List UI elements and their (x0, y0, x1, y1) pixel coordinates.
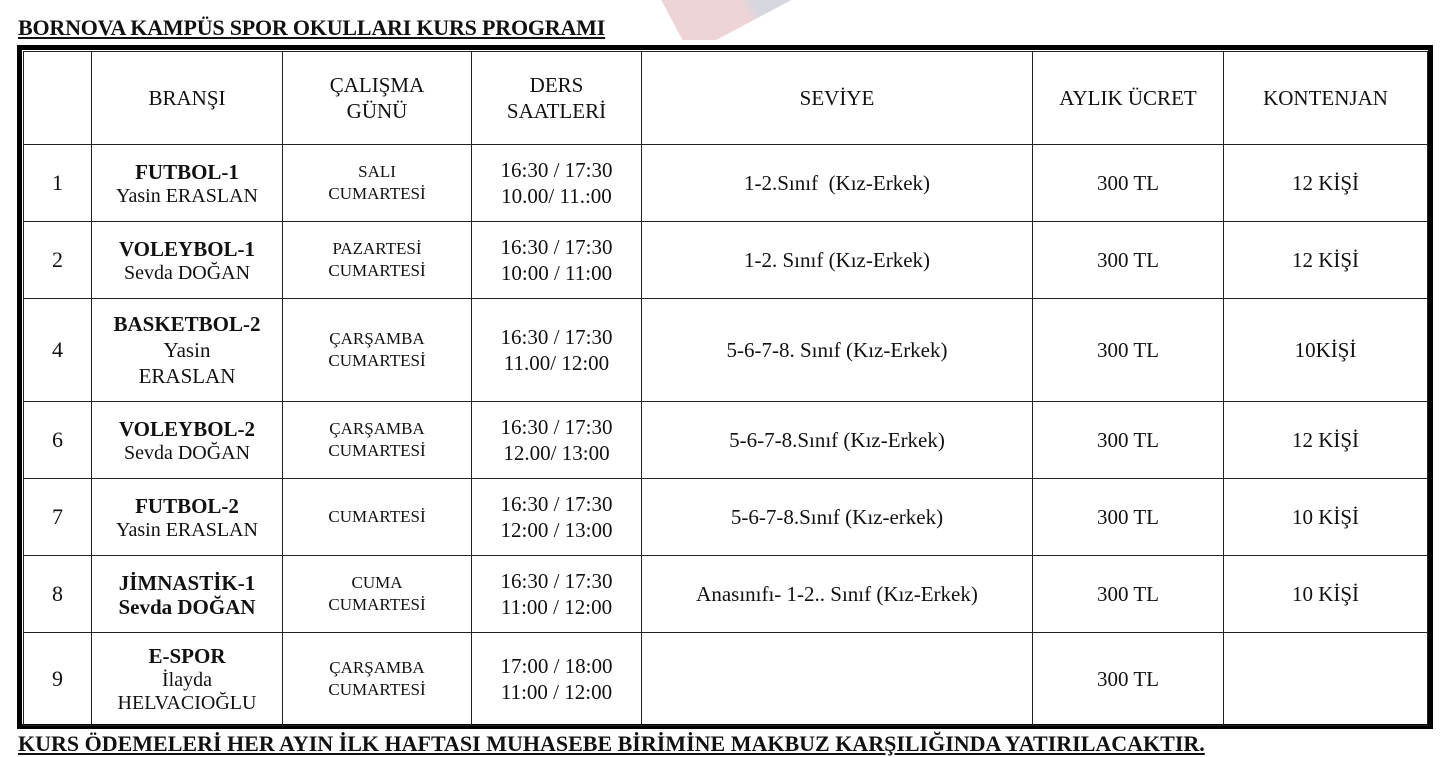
fee-cell: 300 TL (1033, 145, 1224, 222)
days-cell (283, 633, 472, 726)
day-1: PAZARTESİ (332, 239, 422, 258)
hour-1: 16:30 / 17:30 (500, 235, 613, 259)
header-hours (472, 52, 642, 145)
hours-cell (472, 556, 642, 633)
hour-2: 12.00/ 13:00 (503, 441, 610, 465)
branch-cell (92, 299, 283, 402)
coach-name-line1: Yasin (163, 338, 211, 362)
fee-cell: 300 TL (1033, 222, 1224, 299)
header-branch: BRANŞI (92, 52, 283, 145)
payment-note: KURS ÖDEMELERİ HER AYIN İLK HAFTASI MUHASEBE BİRİMİNE MAKBUZ KARŞILIĞINDA YATIRILACAKTIR. (18, 731, 1205, 756)
level-cell (642, 633, 1033, 726)
hours-cell (472, 479, 642, 556)
days-cell (283, 299, 472, 402)
branch-name: JİMNASTİK-1 (118, 570, 256, 595)
coach-name-line2: HELVACIOĞLU (117, 692, 257, 714)
level-cell: 5-6-7-8.Sınıf (Kız-Erkek) (642, 402, 1033, 479)
days-cell (283, 479, 472, 556)
table-row (24, 479, 1428, 556)
coach-name: Yasin ERASLAN (116, 184, 258, 207)
day-1: SALI (358, 162, 396, 181)
level-cell: Anasınıfı- 1-2.. Sınıf (Kız-Erkek) (642, 556, 1033, 633)
level-cell: 1-2.Sınıf (Kız-Erkek) (642, 145, 1033, 222)
quota-cell: 12 KİŞİ (1224, 402, 1428, 479)
days-cell (283, 402, 472, 479)
hours-cell (472, 222, 642, 299)
day-2: CUMARTESİ (328, 441, 426, 460)
header-quota: KONTENJAN (1224, 52, 1428, 145)
day-2: CUMARTESİ (328, 261, 426, 280)
day-1: CUMARTESİ (328, 507, 426, 526)
days-cell (283, 145, 472, 222)
row-number: 4 (24, 299, 92, 402)
branch-cell (92, 556, 283, 633)
row-number: 7 (24, 479, 92, 556)
branch-cell (92, 402, 283, 479)
hour-2: 12:00 / 13:00 (500, 518, 613, 542)
row-number: 9 (24, 633, 92, 726)
header-days-line2: GÜNÜ (346, 99, 408, 123)
days-cell (283, 222, 472, 299)
hour-1: 16:30 / 17:30 (500, 492, 613, 516)
hours-cell (472, 402, 642, 479)
course-table (23, 51, 1428, 726)
header-no (24, 52, 92, 145)
coach-name: Sevda DOĞAN (118, 594, 256, 619)
level-cell: 1-2. Sınıf (Kız-Erkek) (642, 222, 1033, 299)
branch-cell (92, 222, 283, 299)
header-days (283, 52, 472, 145)
row-number: 8 (24, 556, 92, 633)
row-number: 6 (24, 402, 92, 479)
hours-cell (472, 145, 642, 222)
branch-name: VOLEYBOL-1 (118, 236, 256, 261)
logo-watermark (640, 0, 840, 40)
header-level: SEVİYE (642, 52, 1033, 145)
quota-cell: 12 KİŞİ (1224, 145, 1428, 222)
quota-cell: 10 KİŞİ (1224, 479, 1428, 556)
branch-name: VOLEYBOL-2 (118, 416, 256, 441)
table-row (24, 633, 1428, 726)
quota-cell: 12 KİŞİ (1224, 222, 1428, 299)
branch-cell (92, 633, 283, 726)
row-number: 2 (24, 222, 92, 299)
header-days-line1: ÇALIŞMA (329, 73, 425, 97)
branch-name: FUTBOL-1 (135, 159, 239, 184)
level-cell: 5-6-7-8. Sınıf (Kız-Erkek) (642, 299, 1033, 402)
quota-cell: 10KİŞİ (1224, 299, 1428, 402)
hours-cell (472, 299, 642, 402)
hour-2: 11:00 / 12:00 (500, 595, 613, 619)
coach-name: Yasin ERASLAN (116, 518, 258, 541)
day-1: CUMA (351, 573, 403, 592)
hours-cell (472, 633, 642, 726)
day-1: ÇARŞAMBA (329, 658, 425, 677)
branch-name: E-SPOR (148, 644, 226, 668)
coach-name: Sevda DOĞAN (123, 441, 251, 464)
branch-name: BASKETBOL-2 (113, 312, 261, 336)
quota-cell (1224, 633, 1428, 726)
hour-2: 10.00/ 11.:00 (501, 184, 612, 208)
day-2: CUMARTESİ (328, 184, 426, 203)
table-row (24, 402, 1428, 479)
quota-cell: 10 KİŞİ (1224, 556, 1428, 633)
table-row (24, 222, 1428, 299)
days-cell (283, 556, 472, 633)
day-2: CUMARTESİ (328, 351, 426, 370)
level-cell: 5-6-7-8.Sınıf (Kız-erkek) (642, 479, 1033, 556)
fee-cell: 300 TL (1033, 556, 1224, 633)
table-row (24, 556, 1428, 633)
course-table-frame (17, 45, 1433, 729)
hour-2: 10:00 / 11:00 (500, 261, 613, 285)
day-2: CUMARTESİ (328, 595, 426, 614)
branch-cell (92, 479, 283, 556)
table-header-row (24, 52, 1428, 145)
hour-1: 16:30 / 17:30 (500, 569, 613, 593)
fee-cell: 300 TL (1033, 479, 1224, 556)
day-1: ÇARŞAMBA (329, 329, 425, 348)
hour-2: 11:00 / 12:00 (500, 680, 613, 704)
fee-cell: 300 TL (1033, 402, 1224, 479)
coach-name-line1: İlayda (162, 669, 212, 691)
branch-cell (92, 145, 283, 222)
coach-name-line2: ERASLAN (138, 364, 236, 388)
fee-cell: 300 TL (1033, 299, 1224, 402)
hour-1: 16:30 / 17:30 (500, 325, 613, 349)
hour-1: 16:30 / 17:30 (500, 158, 613, 182)
coach-name: Sevda DOĞAN (123, 261, 251, 284)
hour-2: 11.00/ 12:00 (503, 351, 610, 375)
header-hours-line2: SAATLERİ (506, 99, 607, 123)
header-hours-line1: DERS (529, 73, 584, 97)
table-row (24, 299, 1428, 402)
page-title: BORNOVA KAMPÜS SPOR OKULLARI KURS PROGRAMI (18, 15, 606, 40)
fee-cell: 300 TL (1033, 633, 1224, 726)
hour-1: 17:00 / 18:00 (500, 654, 613, 678)
hour-1: 16:30 / 17:30 (500, 415, 613, 439)
header-fee: AYLIK ÜCRET (1033, 52, 1224, 145)
day-2: CUMARTESİ (328, 680, 426, 699)
day-1: ÇARŞAMBA (329, 419, 425, 438)
branch-name: FUTBOL-2 (135, 493, 239, 518)
row-number: 1 (24, 145, 92, 222)
table-row (24, 145, 1428, 222)
